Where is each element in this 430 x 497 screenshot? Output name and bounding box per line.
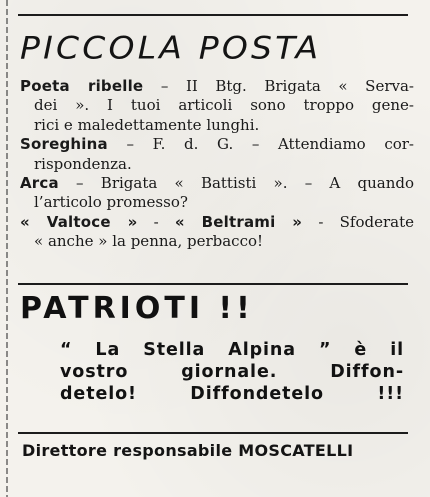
- torn-left-edge: [6, 0, 8, 497]
- appeal-line: detelo! Diffondetelo !!!: [60, 384, 404, 404]
- entry-text: – Brigata « Battisti ». – A quando: [58, 173, 414, 192]
- appeal-paragraph: [60, 339, 404, 405]
- entry-line: [20, 174, 414, 193]
- entry-name-second: « Beltrami »: [174, 212, 303, 231]
- entry-text: -: [137, 212, 175, 231]
- entry-line: [20, 213, 414, 232]
- entry-text: – II Btg. Brigata « Serva-: [143, 77, 414, 95]
- entry-line: « anche » la penna, perbacco!: [34, 232, 264, 251]
- top-rule: [18, 14, 408, 16]
- entry-line: [20, 135, 414, 154]
- entry-line: l’articolo promesso?: [34, 193, 188, 212]
- entry-line: [20, 77, 414, 96]
- entry-text: – F. d. G. – Attendiamo cor-: [107, 135, 414, 154]
- entry-line: rispondenza.: [34, 154, 132, 173]
- slogan-headline: PATRIOTI !!: [20, 291, 254, 326]
- entry-line: rici e maledettamente lunghi.: [34, 115, 260, 134]
- mail-entries: [20, 77, 414, 252]
- entry-line: dei ». I tuoi articoli sono troppo gene-: [34, 96, 414, 115]
- entry-name: « Valtoce »: [20, 212, 138, 231]
- entry-name: Arca: [20, 173, 59, 192]
- entry-name: Poeta ribelle: [20, 77, 144, 95]
- middle-rule: [18, 283, 408, 285]
- appeal-line: “ La Stella Alpina ” è il: [60, 340, 404, 360]
- entry-text: - Sfoderate: [302, 212, 415, 231]
- bottom-rule: [18, 432, 408, 434]
- editor-credit: Direttore responsabile MOSCATELLI: [22, 441, 354, 460]
- entry-name: Soreghina: [20, 135, 108, 154]
- section-heading: PICCOLA POSTA: [20, 28, 322, 67]
- appeal-line: vostro giornale. Diffon-: [60, 362, 404, 382]
